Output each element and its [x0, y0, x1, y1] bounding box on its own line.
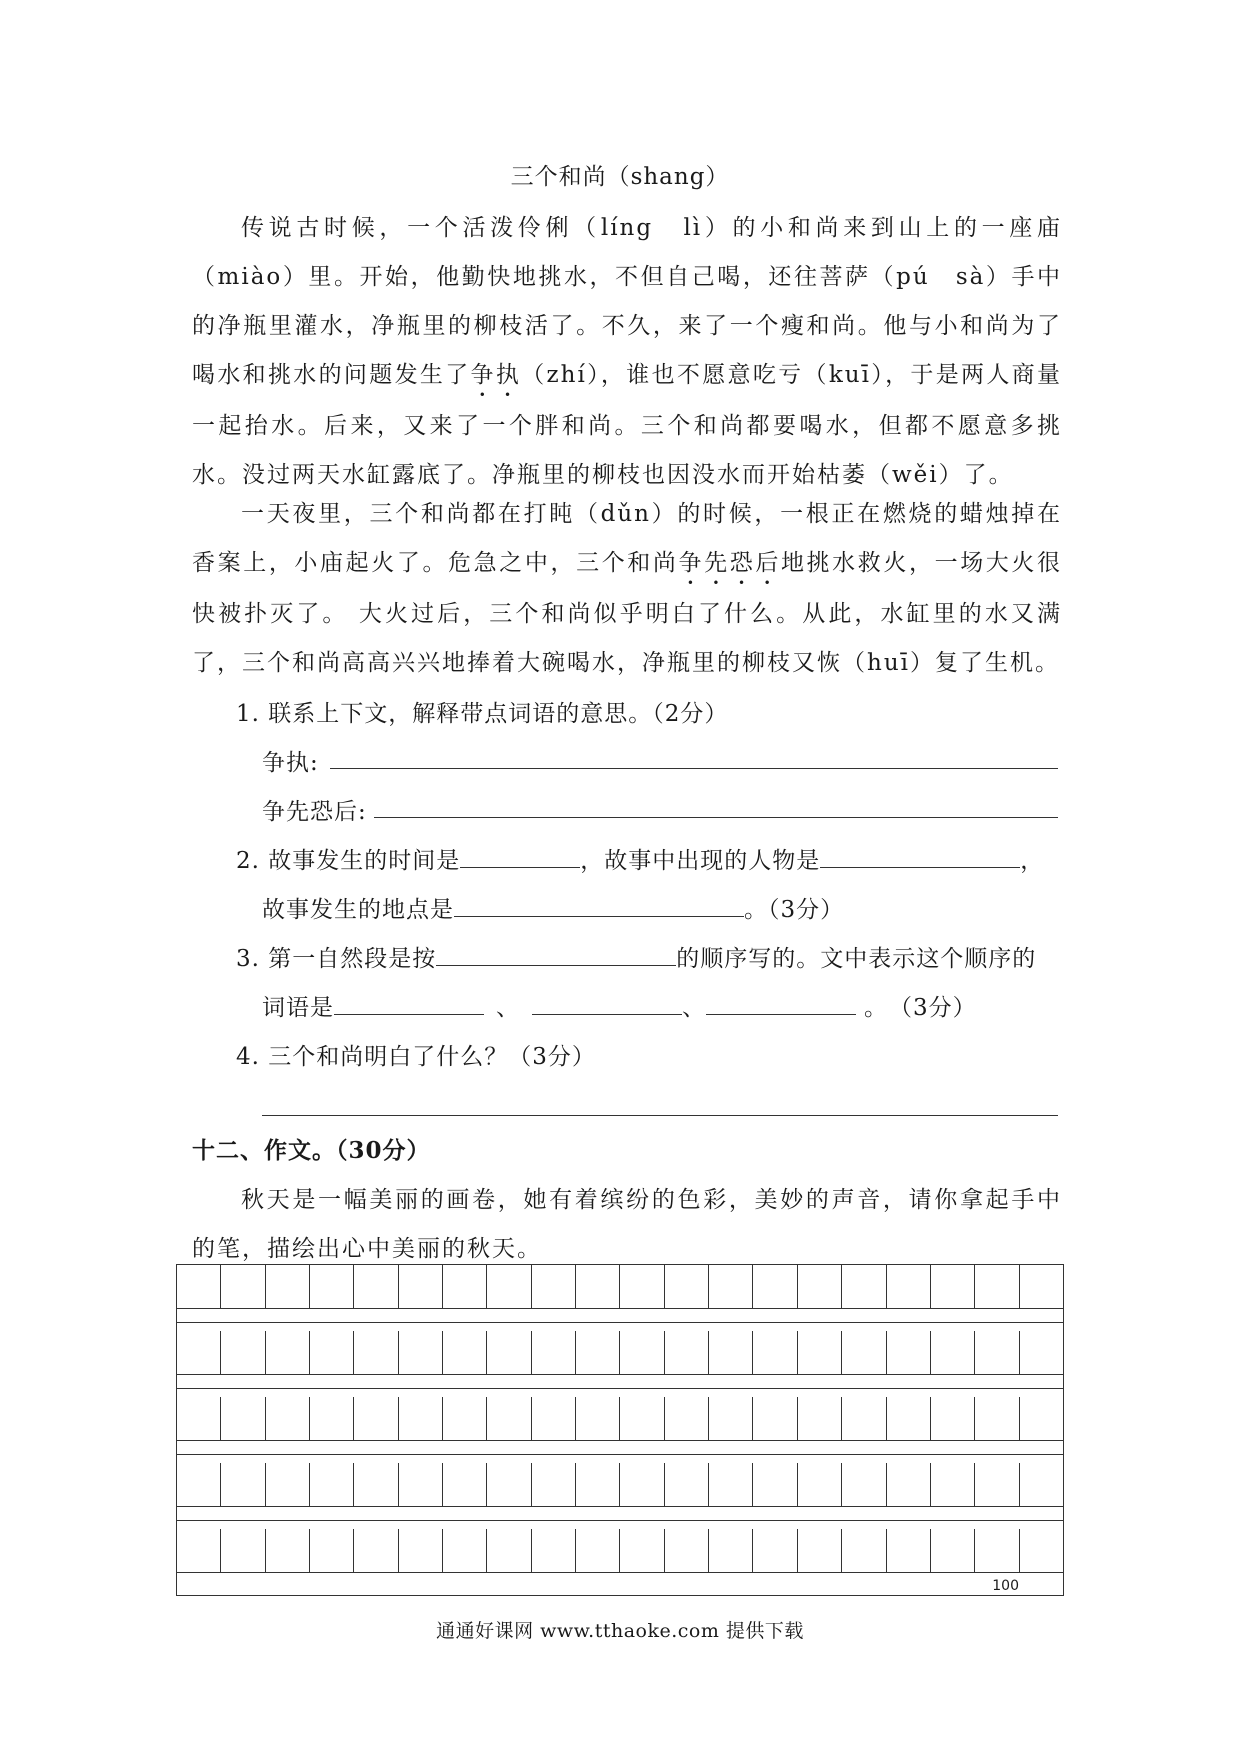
question-2-text-b: ，故事中出现的人物是	[580, 848, 821, 874]
answer-blank-word-3[interactable]	[706, 994, 856, 1015]
answer-blank-characters[interactable]	[820, 847, 1020, 868]
question-1-label-b: 争先恐后:	[262, 799, 367, 825]
question-3-text-d: 、	[496, 995, 520, 1021]
paragraph-1-text-b: （zhí），谁也不愿意吃亏（kuī），于是两人商量一起抬水。后来，又来了一个胖和尚。三个和尚都要喝水，但都不愿意多挑水。没过两天水缸露底了。净瓶里的柳枝也因没水而开始枯萎（wěi）了。	[192, 362, 1063, 488]
answer-blank-word-2[interactable]	[532, 994, 682, 1015]
grid-row-4[interactable]	[177, 1463, 1063, 1507]
grid-word-count-label: 100	[992, 1578, 1019, 1594]
grid-row-1[interactable]	[177, 1265, 1063, 1309]
question-2-line-1	[236, 842, 1044, 875]
grid-gap-line	[177, 1388, 1063, 1389]
answer-blank-word-1[interactable]	[334, 994, 484, 1015]
dotted-word-zhengxiankonghou: 争先恐后	[678, 550, 781, 576]
question-3-text-b: 的顺序写的。文中表示这个顺序的	[676, 946, 1037, 972]
question-3-text-c: 词语是	[262, 995, 334, 1021]
question-4: 4. 三个和尚明白了什么？（3分）	[236, 1044, 596, 1070]
answer-blank-order[interactable]	[436, 945, 676, 966]
paragraph-2-text-a: 一天夜里，三个和尚都在打盹（dǔn）的时候，一根正在燃烧的蜡烛掉在香案上，小庙起火了。危急之中，三个和尚	[192, 501, 1062, 576]
grid-row-5[interactable]	[177, 1529, 1063, 1573]
question-1: 1. 联系上下文，解释带点词语的意思。（2分）	[236, 701, 729, 727]
question-3-text-a: 3. 第一自然段是按	[236, 946, 437, 972]
question-3-line-2	[262, 989, 977, 1022]
question-2-text-e: 。（3分）	[744, 897, 845, 923]
answer-line-4[interactable]	[262, 1085, 1058, 1116]
paragraph-1-text-a: 传说古时候，一个活泼伶俐（líng lì）的小和尚来到山上的一座庙（miào）里。开始，他勤快地挑水，不但自己喝，还往菩萨（pú sà）手中的净瓶里灌水，净瓶里的柳枝活了。不久，来了一个瘦和尚。他与小和尚为了喝水和挑水的问题发生了	[192, 215, 1062, 388]
question-2-line-2	[262, 891, 844, 924]
grid-row-3[interactable]	[177, 1397, 1063, 1441]
question-2-text-a: 2. 故事发生的时间是	[236, 848, 461, 874]
question-1-label-a: 争执:	[262, 750, 319, 776]
composition-prompt: 秋天是一幅美丽的画卷，她有着缤纷的色彩，美妙的声音，请你拿起手中的笔，描绘出心中美丽的秋天。	[192, 1187, 1062, 1262]
question-2-text-d: 故事发生的地点是	[262, 897, 454, 923]
footer-source: 通通好课网 www.tthaoke.com 提供下载	[436, 1620, 804, 1642]
grid-row-2[interactable]	[177, 1331, 1063, 1375]
answer-blank-place[interactable]	[454, 896, 744, 917]
passage-title: 三个和尚（shang）	[510, 164, 730, 190]
grid-gap-line	[177, 1454, 1063, 1455]
paragraph-2-text-b: 地挑水救火，一场大火很快被扑灭了。 大火过后，三个和尚似乎明白了什么。从此，水缸里的水又满了，三个和尚高高兴兴地捧着大碗喝水，净瓶里的柳枝又恢（huī）复了生机。	[192, 550, 1063, 676]
composition-grid[interactable]	[176, 1264, 1064, 1596]
answer-line-1a[interactable]	[330, 738, 1058, 769]
passage-paragraph-2	[192, 490, 1062, 688]
dotted-word-zhengzhi: 争执	[470, 362, 522, 388]
answer-blank-time[interactable]	[460, 847, 580, 868]
passage-paragraph-1	[192, 204, 1062, 500]
grid-gap-line	[177, 1322, 1063, 1323]
question-3-text-f: 。 （3分）	[864, 995, 977, 1021]
composition-heading: 十二、作文。（30分）	[192, 1137, 431, 1164]
grid-gap-line	[177, 1520, 1063, 1521]
answer-line-1b[interactable]	[374, 787, 1058, 818]
question-2-text-c: ，	[1020, 848, 1045, 874]
question-3-text-e: 、	[682, 995, 706, 1021]
question-3-line-1	[236, 940, 1036, 973]
